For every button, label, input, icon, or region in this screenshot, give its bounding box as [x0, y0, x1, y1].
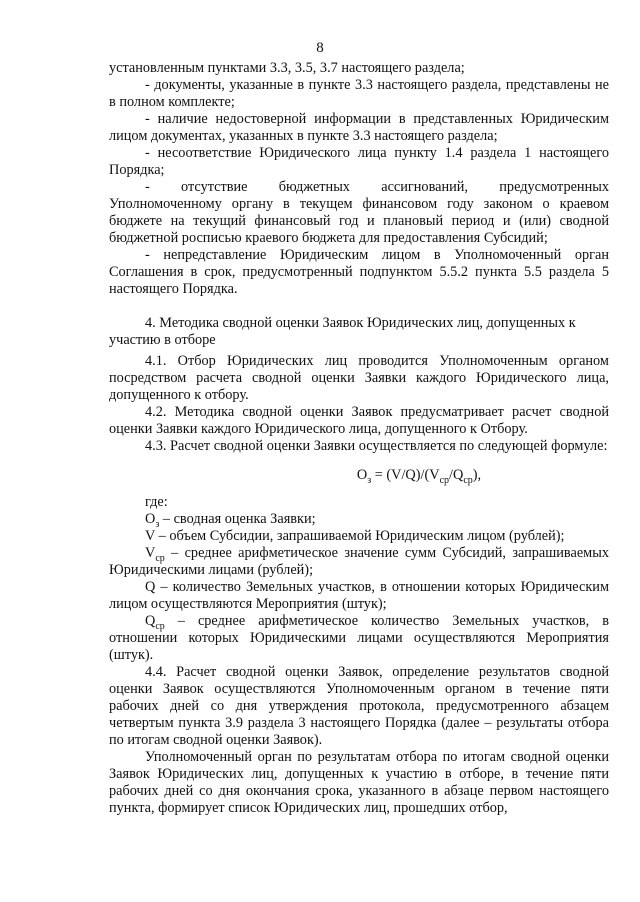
list-item: - отсутствие бюджетных ассигнований, предусмотренных Уполномоченному органу в текущем финансовом году законом о краевом бюджете на текущий финансовый год и плановый период и (или) сводной бюджетной росписью краевого бюджета для предоставления Субсидий;: [109, 179, 609, 246]
list-item: - непредставление Юридическим лицом в Уполномоченный орган Соглашения в срок, предусмотренный подпунктом 5.5.2 пункта 5.5 раздела 5 настоящего Порядка.: [109, 247, 609, 297]
paragraph-final: Уполномоченный орган по результатам отбора по итогам сводной оценки Заявок Юридических лиц, допущенных к участию в отборе, в течение пяти рабочих дней со дня окончания срока, указанного в абзаце первом настоящего пункта, формирует список Юридических лиц, прошедших отбор,: [109, 749, 609, 816]
document-body: [109, 60, 609, 817]
definition-v: V – объем Субсидии, запрашиваемой Юридическим лицом (рублей);: [145, 528, 565, 544]
definition-q: Q – количество Земельных участков, в отношении которых Юридическим лицом осуществляются Мероприятия (штук);: [109, 579, 609, 612]
list-item: - наличие недостоверной информации в представленных Юридическим лицом документах, указанных в пункте 3.3 настоящего раздела;: [109, 111, 609, 144]
where-label: где:: [145, 494, 168, 510]
section-heading: 4. Методика сводной оценки Заявок Юридических лиц, допущенных к участию в отборе: [109, 315, 576, 348]
definition-qcp: $Q_{ср}$ – среднее арифметическое количество Земельных участков, в отношении которых Юридическими лицами осуществляются Мероприятия (штук).: [109, 613, 609, 663]
definition-vcp: $V_{ср}$ – среднее арифметическое значение сумм Субсидий, запрашиваемых Юридическими лицами (рублей);: [109, 545, 609, 578]
formula: $О_з = (V/Q)/(V_{ср}/Q_{ср})$,: [356, 467, 482, 486]
paragraph-4-1: 4.1. Отбор Юридических лиц проводится Уполномоченным органом посредством расчета сводной оценки Заявки каждого Юридического лица, допущенного к отбору.: [109, 353, 609, 403]
text-line: установленным пунктами 3.3, 3.5, 3.7 настоящего раздела;: [109, 60, 465, 76]
page-number: 8: [316, 40, 324, 56]
definition-oz: $О_з$ – сводная оценка Заявки;: [145, 511, 316, 530]
list-item: - несоответствие Юридического лица пункту 1.4 раздела 1 настоящего Порядка;: [109, 145, 609, 178]
paragraph-4-2: 4.2. Методика сводной оценки Заявок предусматривает расчет сводной оценки Заявки каждого Юридического лица, допущенного к Отбору.: [109, 404, 609, 437]
paragraph-4-4: 4.4. Расчет сводной оценки Заявок, определение результатов сводной оценки Заявок осуществляются Уполномоченным органом в течение пяти рабочих дней со дня утверждения протокола, предусмотренного абзацем четвертым пункта 3.9 раздела 3 настоящего Порядка (далее – результаты отбора по итогам сводной оценки Заявок).: [109, 664, 609, 748]
paragraph-4-3: 4.3. Расчет сводной оценки Заявки осуществляется по следующей формуле:: [145, 438, 608, 454]
list-item: - документы, указанные в пункте 3.3 настоящего раздела, представлены не в полном комплекте;: [109, 77, 609, 110]
